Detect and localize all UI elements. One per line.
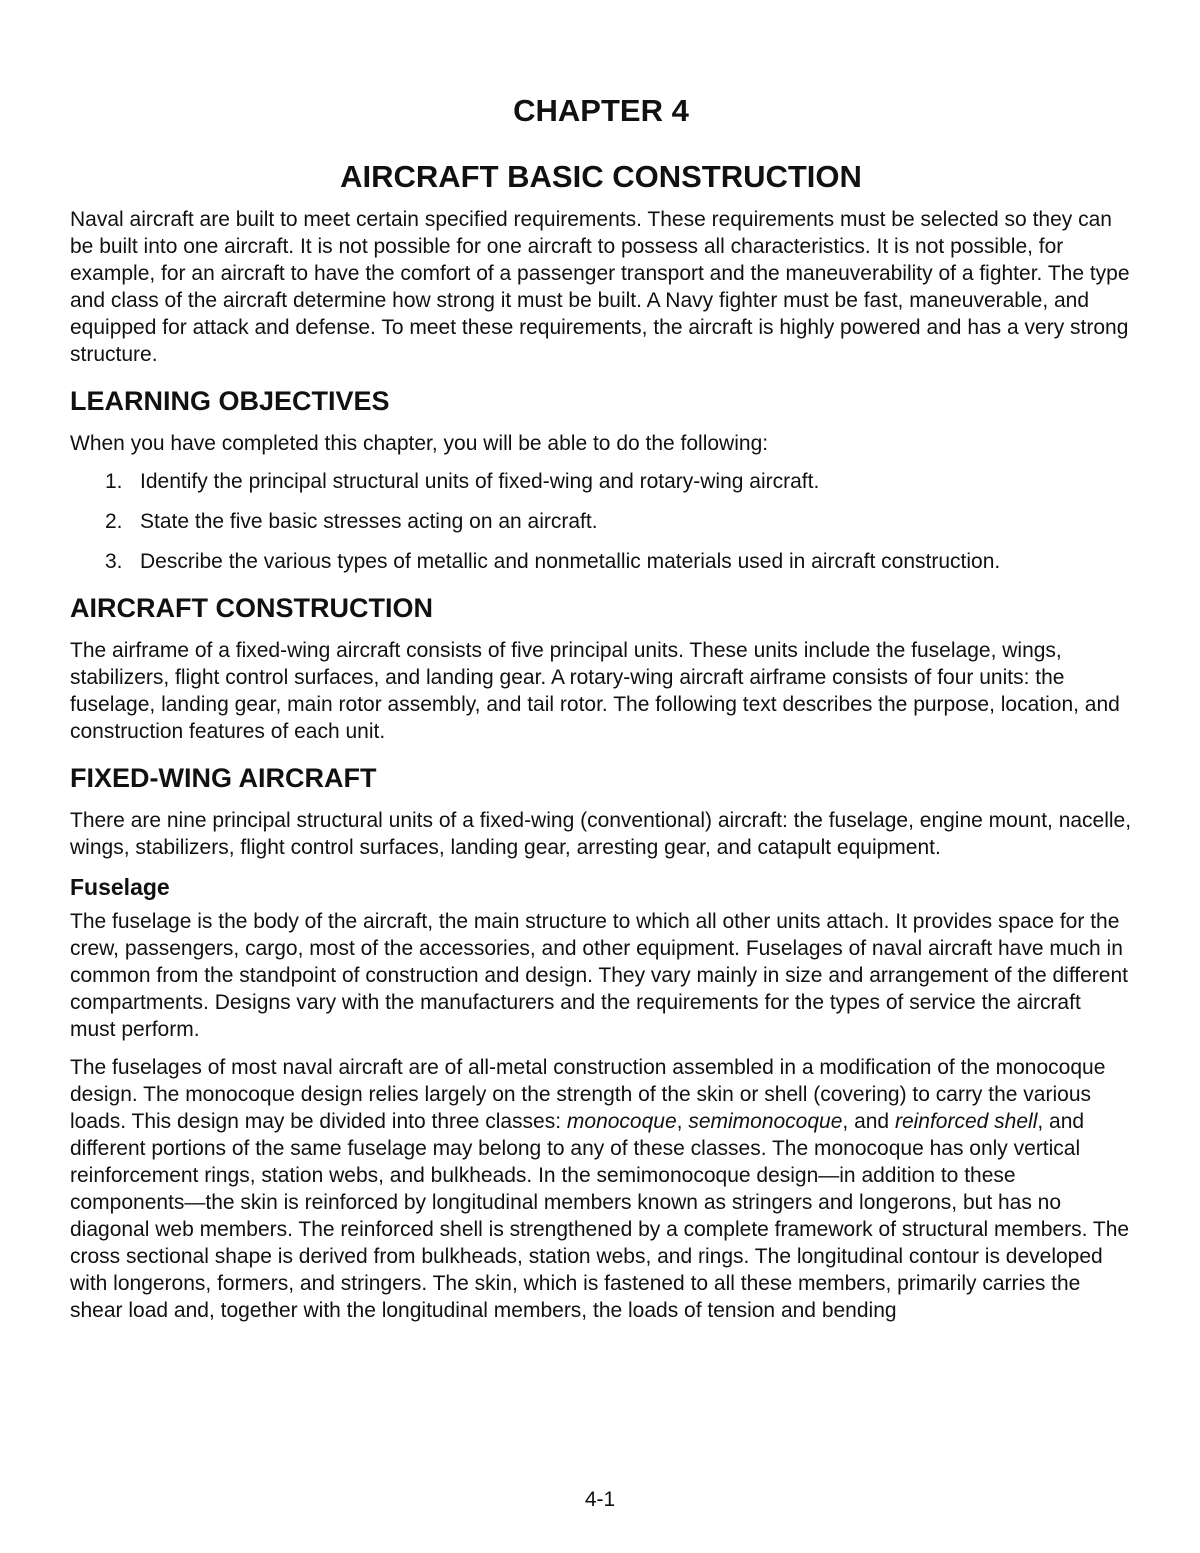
fixed-wing-heading: FIXED-WING AIRCRAFT: [70, 763, 377, 793]
fuselage-text-b: ,: [676, 1110, 689, 1133]
list-item-number: 2.: [105, 510, 123, 533]
term-reinforced-shell: reinforced shell: [894, 1110, 1038, 1133]
chapter-number: CHAPTER 4: [513, 93, 689, 128]
list-item: [70, 548, 1132, 575]
fixed-wing-paragraph: There are nine principal structural units of a fixed-wing (conventional) aircraft: the fuselage, engine mount, nacelle, wings, stabilizers, flight control surfaces, landing gear, arresting gear, and catapult equipment.: [70, 809, 1132, 859]
term-monocoque: monocoque: [566, 1110, 677, 1133]
aircraft-construction-paragraph: The airframe of a fixed-wing aircraft consists of five principal units. These units include the fuselage, wings, stabilizers, flight control surfaces, and landing gear. A rotary-wing aircraft airframe consists of four units: the fuselage, landing gear, main rotor assembly, and tail rotor. The following text describes the purpose, location, and construction features of each unit.: [70, 639, 1120, 743]
fuselage-paragraph-1: The fuselage is the body of the aircraft, the main structure to which all other units attach. It provides space for the crew, passengers, cargo, most of the accessories, and other equipment. Fuselages of naval aircraft have much in common from the standpoint of construction and design. They vary mainly in size and arrangement of the different compartments. Designs vary with the manufacturers and the requirements for the types of service the aircraft must perform.: [70, 910, 1128, 1041]
aircraft-construction-heading: AIRCRAFT CONSTRUCTION: [70, 593, 433, 623]
fuselage-text-a: The fuselages of most naval aircraft are of all-metal construction assembled in a modification of the monocoque design. The monocoque design relies largely on the strength of the skin or shell (covering) to carry the various loads. This design may be divided into three classes:: [70, 1056, 1106, 1133]
learning-objectives-lead: When you have completed this chapter, you will be able to do the following:: [70, 432, 769, 455]
list-item-text: State the five basic stresses acting on an aircraft.: [140, 510, 598, 533]
objectives-list: [70, 468, 1132, 575]
term-semimonocoque: semimonocoque: [688, 1110, 843, 1133]
intro-paragraph: Naval aircraft are built to meet certain specified requirements. These requirements must be selected so they can be built into one aircraft. It is not possible for one aircraft to possess all characteristics. It is not possible, for example, for an aircraft to have the comfort of a passenger transport and the maneuverability of a fighter. The type and class of the aircraft determine how strong it must be built. A Navy fighter must be fast, maneuverable, and equipped for attack and defense. To meet these requirements, the aircraft is highly powered and has a very strong structure.: [70, 208, 1130, 366]
learning-objectives-heading: LEARNING OBJECTIVES: [70, 386, 390, 416]
list-item-number: 3.: [105, 550, 123, 573]
list-item-text: Describe the various types of metallic and nonmetallic materials used in aircraft construction.: [140, 550, 1001, 573]
list-item: [70, 468, 1132, 495]
list-item-number: 1.: [105, 470, 123, 493]
fuselage-heading: Fuselage: [70, 874, 170, 900]
list-item: [70, 508, 1132, 535]
chapter-title: AIRCRAFT BASIC CONSTRUCTION: [340, 159, 862, 194]
page-number: 4-1: [584, 1488, 616, 1511]
document-page: [70, 92, 1132, 1335]
fuselage-text-c: , and: [842, 1110, 895, 1133]
fuselage-text-d: , and different portions of the same fuselage may belong to any of these classes. The monocoque has only vertical reinforcement rings, station webs, and bulkheads. In the semimonocoque design—in addition to these components—the skin is reinforced by longitudinal members known as stringers and longerons, but has no diagonal web members. The reinforced shell is strengthened by a complete framework of structural members. The cross sectional shape is derived from bulkheads, station webs, and rings. The longitudinal contour is developed with longerons, formers, and stringers. The skin, which is fastened to all these members, primarily carries the shear load and, together with the longitudinal members, the loads of tension and bending: [70, 1110, 1130, 1322]
fuselage-paragraph-2: [70, 1054, 1132, 1324]
list-item-text: Identify the principal structural units of fixed-wing and rotary-wing aircraft.: [140, 470, 820, 493]
